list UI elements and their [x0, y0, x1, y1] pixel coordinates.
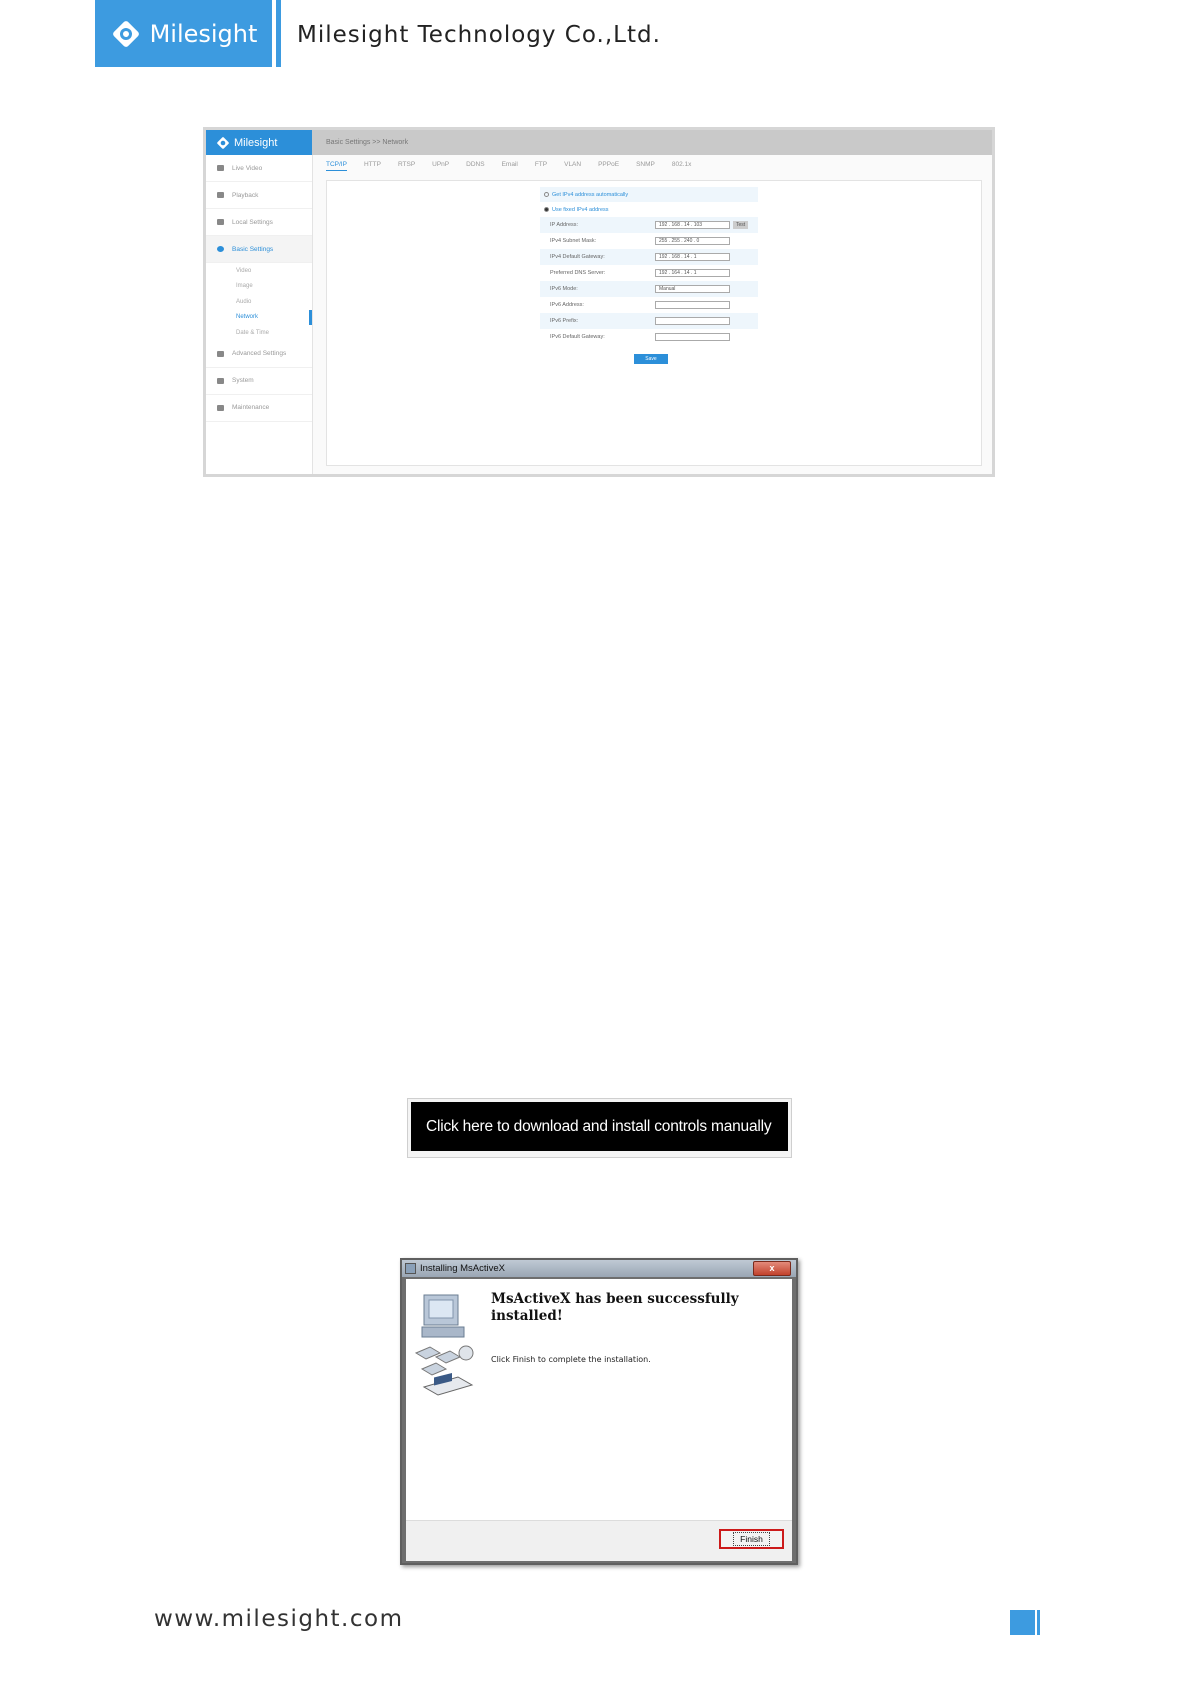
- dialog-title: Installing MsActiveX: [420, 1263, 506, 1274]
- radio-button-selected[interactable]: [544, 207, 549, 212]
- nav-basic-settings[interactable]: Basic Settings: [206, 236, 312, 263]
- camera-icon: [217, 165, 224, 171]
- ipv6-prefix-row: IPv6 Prefix:: [540, 313, 758, 329]
- tcpip-panel: [326, 180, 982, 466]
- dialog-footer: [406, 1520, 792, 1561]
- download-bar-screenshot: [407, 1098, 792, 1158]
- header-logo: [95, 0, 272, 67]
- nav-live-video[interactable]: Live Video: [206, 155, 312, 182]
- header-brand: Milesight: [149, 19, 258, 48]
- nav-advanced-settings[interactable]: Advanced Settings: [206, 341, 312, 368]
- folder-icon: [217, 219, 224, 225]
- nav-local-settings[interactable]: Local Settings: [206, 209, 312, 236]
- footer-bar: [1037, 1610, 1040, 1635]
- footer-square: [1010, 1610, 1035, 1635]
- network-settings-screenshot: [203, 127, 995, 477]
- web-brand: Milesight: [234, 136, 278, 149]
- subnav-network[interactable]: Network: [206, 310, 312, 326]
- subnav-image[interactable]: Image: [236, 283, 253, 290]
- tab-vlan[interactable]: VLAN: [564, 161, 582, 168]
- nav-system[interactable]: System: [206, 368, 312, 395]
- tab-ddns[interactable]: DDNS: [466, 161, 485, 168]
- web-logo: [206, 130, 312, 155]
- tcpip-form: [540, 187, 758, 345]
- gateway-row: IPv4 Default Gateway: 192 . 168 . 14 . 1: [540, 249, 758, 265]
- subnav-audio[interactable]: Audio: [236, 298, 252, 305]
- milesight-logo-icon: [216, 136, 230, 150]
- subnet-mask-row: IPv4 Subnet Mask: 255 . 255 . 240 . 0: [540, 233, 758, 249]
- finish-button[interactable]: Finish: [719, 1529, 784, 1549]
- ip-address-row: IP Address: 192 . 168 . 14 . 103 Test: [540, 217, 758, 233]
- ipv6-gateway-row: IPv6 Default Gateway:: [540, 329, 758, 345]
- ipv6-address-row: IPv6 Address:: [540, 297, 758, 313]
- gateway-input[interactable]: 192 . 168 . 14 . 1: [655, 253, 730, 261]
- close-button[interactable]: x: [753, 1261, 791, 1276]
- nav-maintenance[interactable]: Maintenance: [206, 395, 312, 422]
- ip-address-input[interactable]: 192 . 168 . 14 . 103: [655, 221, 730, 229]
- subnav-video[interactable]: Video: [236, 267, 252, 274]
- tab-ftp[interactable]: FTP: [534, 161, 548, 168]
- radio-fixed-ipv4[interactable]: Use fixed IPv4 address: [540, 202, 758, 217]
- computer-disks-icon: [412, 1291, 482, 1411]
- dialog-body: [406, 1279, 792, 1520]
- field-list: [540, 217, 758, 345]
- playback-icon: [217, 192, 224, 198]
- subnet-mask-input[interactable]: 255 . 255 . 240 . 0: [655, 237, 730, 245]
- monitor-icon: [217, 378, 224, 384]
- test-button[interactable]: Test: [733, 221, 748, 229]
- toolbox-icon: [217, 405, 224, 411]
- save-button[interactable]: Save: [634, 354, 668, 364]
- dns-row: Preferred DNS Server: 192 . 164 . 14 . 1: [540, 265, 758, 281]
- tab-upnp[interactable]: UPnP: [432, 161, 450, 168]
- header-company: Milesight Technology Co.,Ltd.: [297, 22, 661, 48]
- dns-input[interactable]: 192 . 164 . 14 . 1: [655, 269, 730, 277]
- installer-dialog: [400, 1258, 798, 1565]
- header-divider: [276, 0, 281, 67]
- download-controls-link[interactable]: Click here to download and install controls manually: [411, 1102, 788, 1151]
- radio-auto-ipv4[interactable]: Get IPv4 address automatically: [540, 187, 758, 202]
- ipv6-mode-select[interactable]: Manual: [655, 285, 730, 293]
- tab-tcpip[interactable]: TCP/IP: [326, 161, 347, 171]
- install-success-heading: MsActiveX has been successfully installed!: [491, 1291, 739, 1324]
- dialog-titlebar: [402, 1260, 796, 1277]
- footer-url: www.milesight.com: [154, 1606, 404, 1632]
- wrench-icon: [217, 351, 224, 357]
- tab-8021x[interactable]: 802.1x: [671, 161, 692, 168]
- ipv6-prefix-input[interactable]: [655, 317, 730, 325]
- installer-app-icon: [405, 1263, 416, 1274]
- radio-button[interactable]: [544, 192, 549, 197]
- breadcrumb: Basic Settings >> Network: [312, 130, 992, 155]
- ipv6-mode-row: IPv6 Mode: Manual: [540, 281, 758, 297]
- nav-playback[interactable]: Playback: [206, 182, 312, 209]
- ipv6-gateway-input[interactable]: [655, 333, 730, 341]
- tab-pppoe[interactable]: PPPoE: [598, 161, 620, 168]
- gear-icon: [217, 246, 224, 252]
- tab-snmp[interactable]: SNMP: [636, 161, 655, 168]
- tab-http[interactable]: HTTP: [363, 161, 381, 168]
- network-tabs: [326, 161, 691, 171]
- tab-email[interactable]: Email: [501, 161, 518, 168]
- ipv6-address-input[interactable]: [655, 301, 730, 309]
- web-sidebar: [206, 130, 313, 474]
- tab-rtsp[interactable]: RTSP: [397, 161, 416, 168]
- subnav-date-time[interactable]: Date & Time: [236, 329, 270, 336]
- milesight-logo-icon: [110, 18, 142, 50]
- install-instructions: Click Finish to complete the installation.: [491, 1355, 651, 1364]
